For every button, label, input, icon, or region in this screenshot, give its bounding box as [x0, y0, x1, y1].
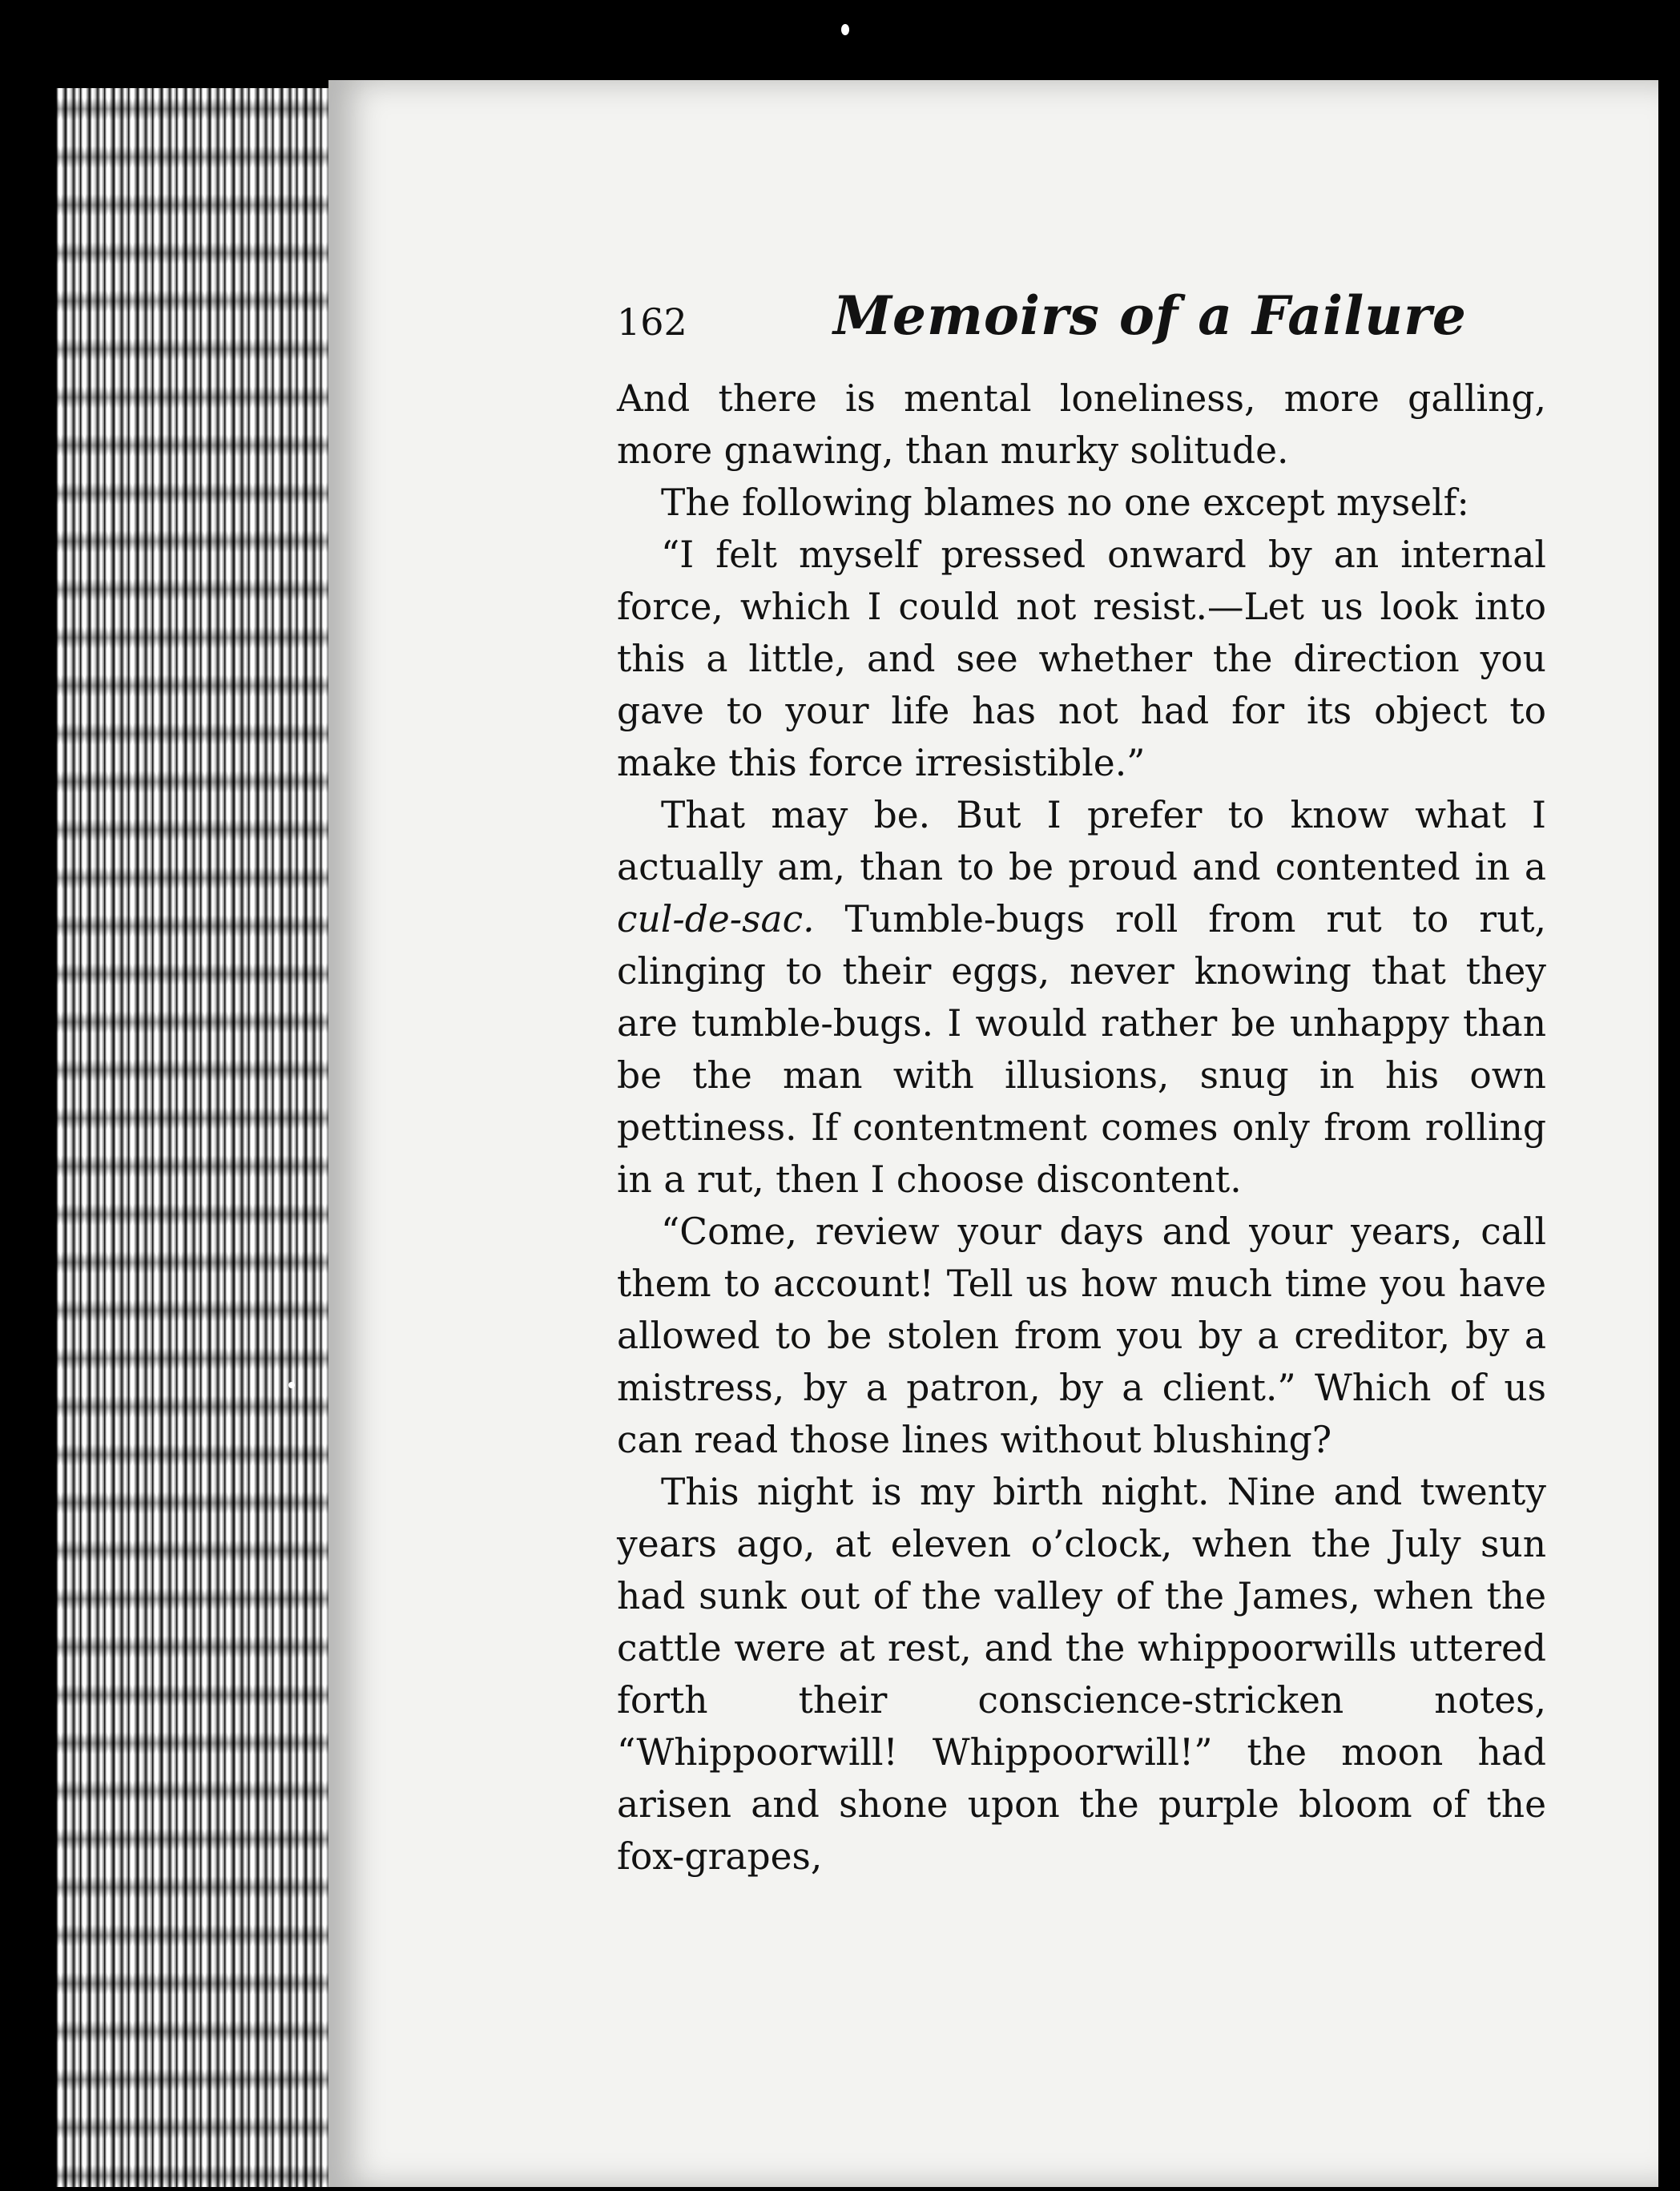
- text-run: This night is my birth night. Nine and twenty years ago, at eleven o’clock, when the July sun had sunk out of the valley of the James, when the cattle were at rest, and the whippoorwills uttered forth their conscience-stricken notes, “Whippoorwill! Whippoorwill!” the moon had arisen and shone upon the purple bloom of the fox-grapes,: [617, 1471, 1546, 1878]
- text-run: That may be. But I prefer to know what I actually am, than to be proud and contented in a: [617, 794, 1546, 888]
- paragraph: [617, 529, 1546, 789]
- body-text: [617, 373, 1546, 1883]
- book-page: [328, 80, 1658, 2187]
- paragraph: [617, 373, 1546, 477]
- running-head: [617, 284, 1546, 373]
- running-title: Memoirs of a Failure: [833, 284, 1467, 347]
- text-run: “Come, review your days and your years, call them to account! Tell us how much time you have allowed to be stolen from you by a creditor, by a mistress, by a patron, by a client.” Which of us can read those lines without blushing?: [617, 1210, 1546, 1461]
- text-run: And there is mental loneliness, more galling, more gnawing, than murky solitude.: [617, 377, 1546, 472]
- italic-phrase: cul-de-sac.: [617, 898, 815, 940]
- paragraph: [617, 477, 1546, 529]
- paragraph: [617, 1206, 1546, 1466]
- text-run: Tumble-bugs roll from rut to rut, clinging to their eggs, never knowing that they are tumble-bugs. I would rather be unhappy than be the man with illusions, snug in his own pettiness. If contentment comes only from rolling in a rut, then I choose discontent.: [617, 898, 1546, 1201]
- page-edges: [56, 88, 344, 2187]
- scan-speck: [841, 24, 849, 35]
- text-run: The following blames no one except myself:: [661, 481, 1469, 524]
- text-run: “I felt myself pressed onward by an internal force, which I could not resist.—Let us look into this a little, and see whether the direction you gave to your life has not had for its object to make this force irresistible.”: [617, 534, 1546, 784]
- page-number: 162: [617, 300, 687, 344]
- scan-speck: [288, 1382, 295, 1388]
- paragraph: [617, 789, 1546, 1206]
- text-block: [617, 284, 1546, 1883]
- paragraph: [617, 1466, 1546, 1883]
